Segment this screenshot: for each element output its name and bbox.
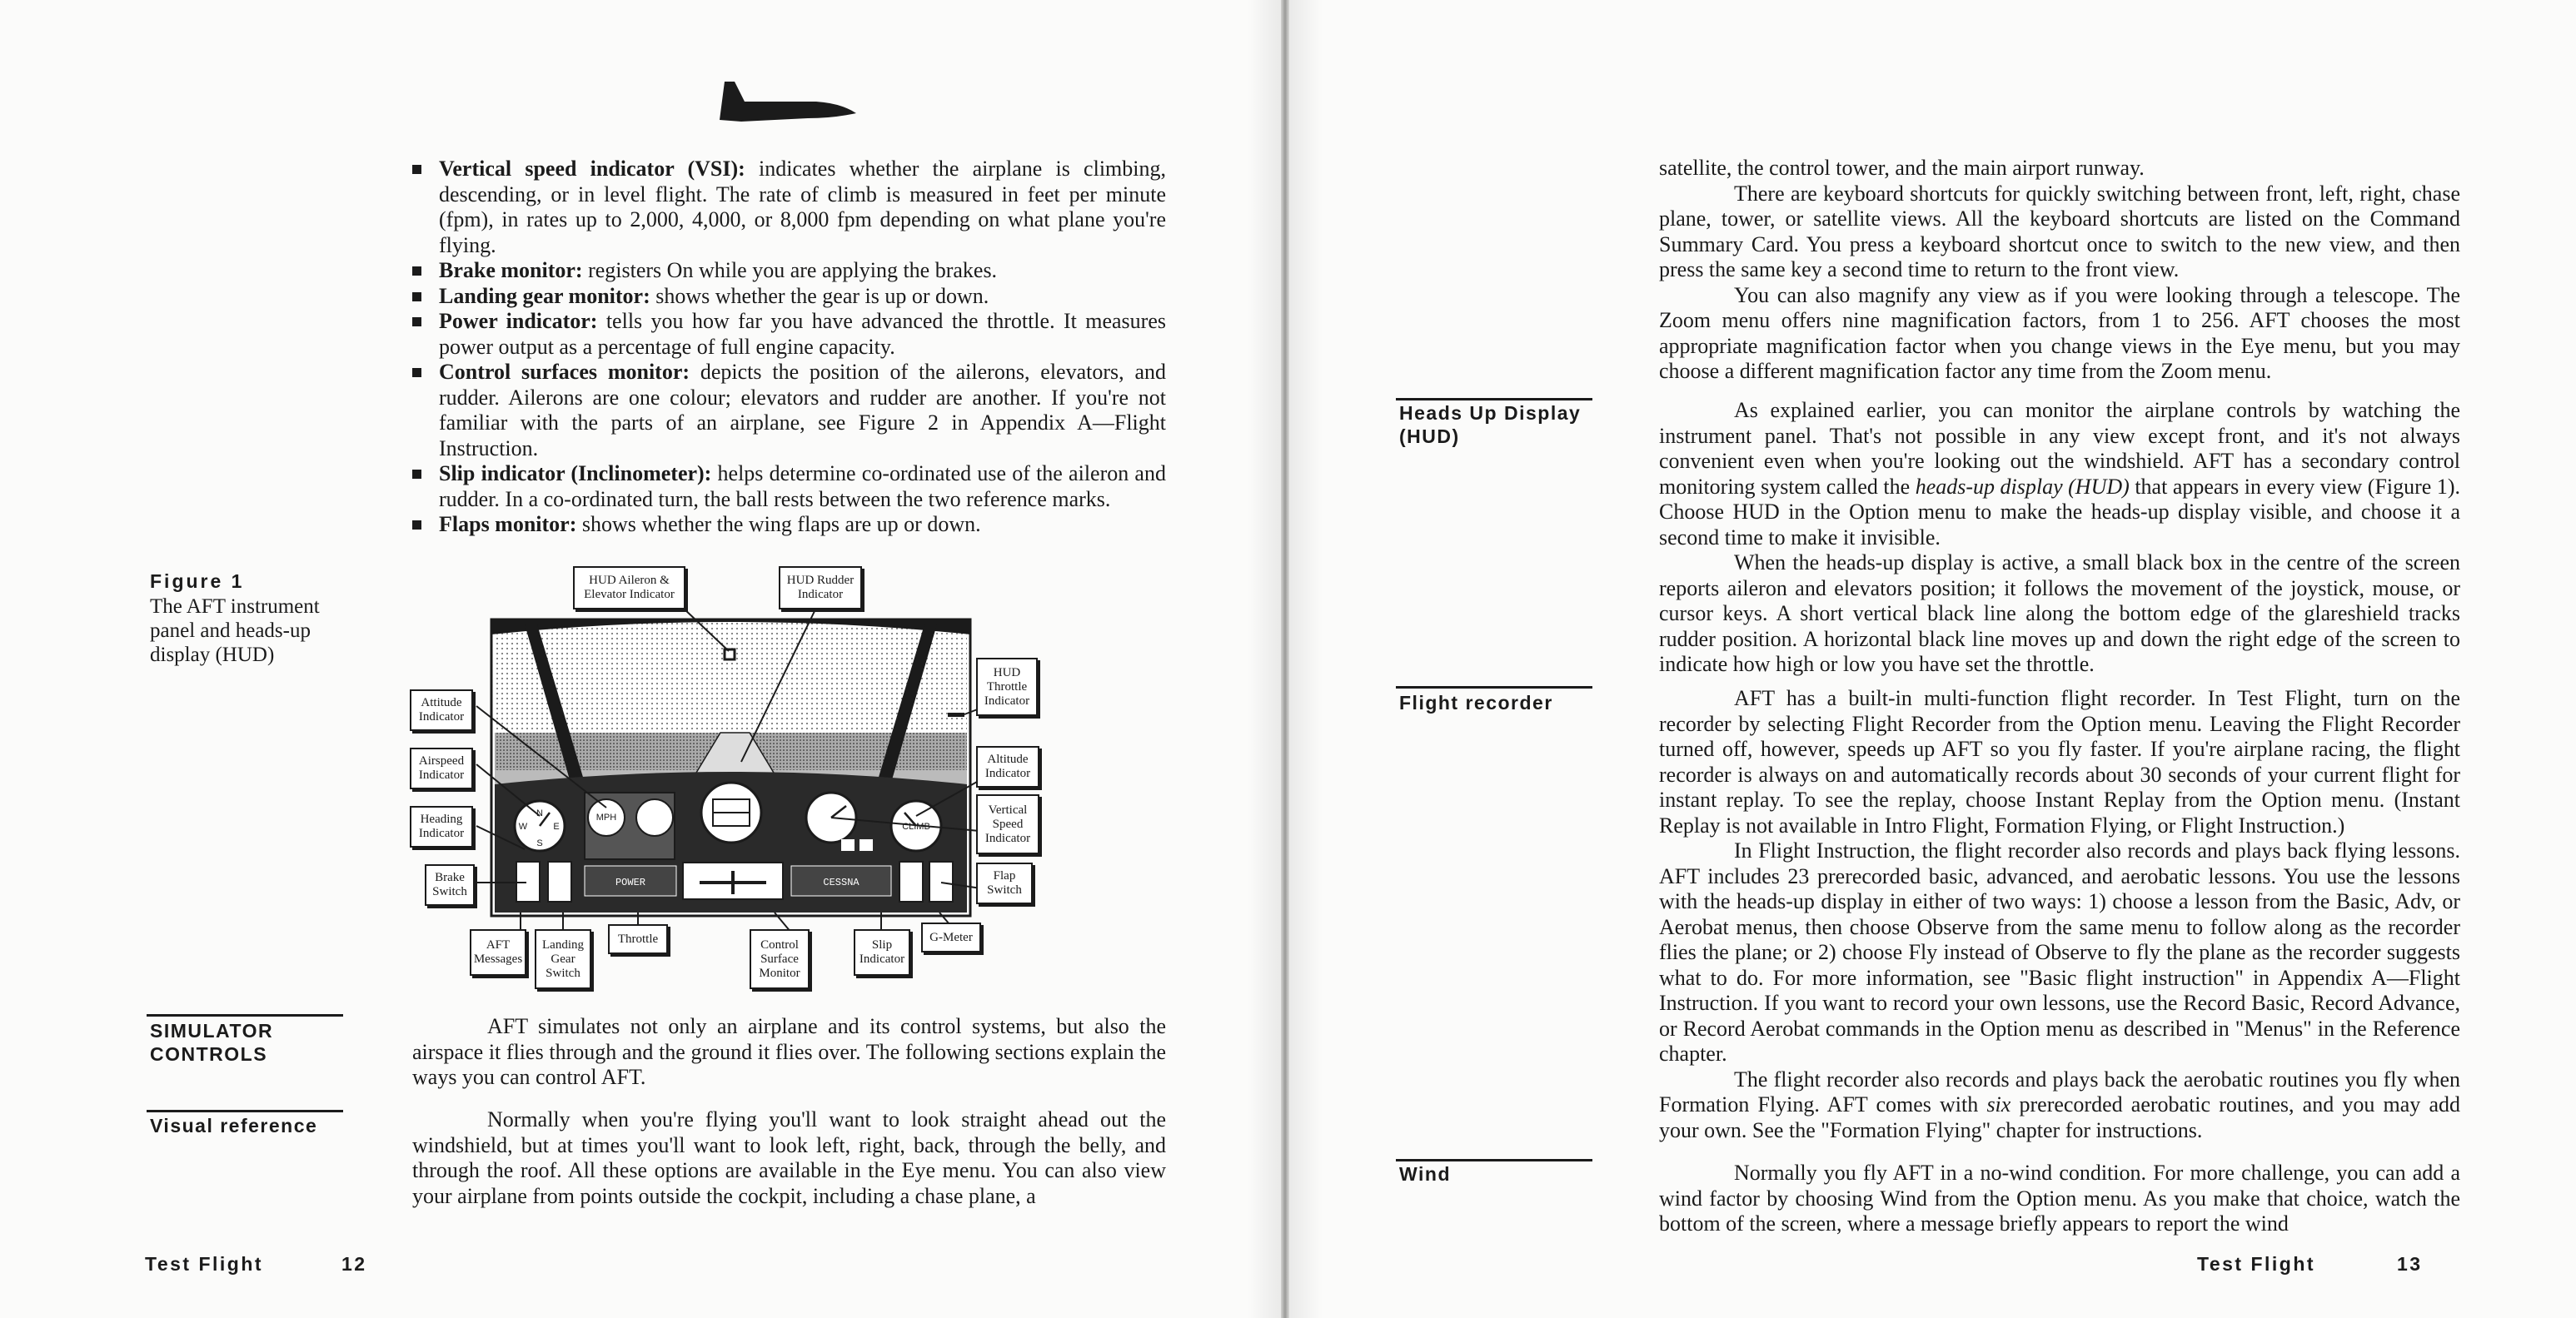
gutter-shadow	[1289, 0, 1323, 1318]
bullet-text: helps determine co-ordinated use of the aileron and rudder. In a co-ordinated turn, the ball rests between the two reference marks.	[439, 461, 1166, 511]
page-number: 13	[2397, 1253, 2423, 1275]
gauge-label-n: N	[536, 808, 543, 818]
views-section	[1659, 156, 2460, 385]
visual-reference-paragraph	[412, 1107, 1166, 1209]
section-rule	[1396, 398, 1592, 400]
bullet-term: Power indicator:	[439, 309, 598, 333]
list-item	[412, 360, 1166, 461]
hud-section	[1659, 398, 2460, 678]
paragraph: AFT has a built-in multi-function flight recorder. In Test Flight, turn on the recorder by selecting Flight Recorder from the Option menu. Leaving the Flight Recorder turned off, however, speeds up AFT so you fly faster. If you're airplane racing, the flight recorder is always on and automatically records about 30 seconds of your current flight for instant replay. To see the replay, choose Instant Replay from the Option menu. (Instant Replay is not available in Intro Flight, Formation Flying, or Flight Instruction.)	[1659, 686, 2460, 838]
bullet-term: Control surfaces monitor:	[439, 360, 690, 384]
bullet-text: registers On while you are applying the brakes.	[582, 258, 998, 282]
heading-flight-recorder: Flight recorder	[1399, 692, 1553, 714]
bullet-text: shows whether the gear is up or down.	[650, 283, 989, 308]
callout-airspeed: Airspeed Indicator	[410, 748, 473, 789]
subsection-rule	[147, 1110, 343, 1112]
callout-slip-indicator: Slip Indicator	[854, 929, 910, 976]
flight-recorder-section	[1659, 686, 2460, 1143]
callout-control-surface: Control Surface Monitor	[750, 929, 810, 989]
figure-caption-title: Figure 1	[150, 570, 245, 592]
callout-heading: Heading Indicator	[410, 806, 473, 848]
bullet-term: Landing gear monitor:	[439, 283, 650, 308]
left-page	[0, 0, 1281, 1318]
right-page	[1289, 0, 2576, 1318]
callout-attitude: Attitude Indicator	[410, 689, 473, 731]
callout-g-meter: G-Meter	[921, 923, 981, 952]
subheading-visual-reference: Visual reference	[150, 1115, 318, 1136]
paragraph: In Flight Instruction, the flight recorder also records and plays back flying lessons. AFT includes 23 prerecorded basic, advanced, and aerobatic lessons. You use the lessons with the heads-up display in either of two ways: 1) choose a lesson from the Basic, Adv, or Aerobat menus, then choose Observe from the same menu to follow along as the recorder flies the plane; or 2) choose Fly instead of Observe to fly the plane as the recorder suggests what to do. For more information, see "Basic flight instruction" in Appendix A—Flight Instruction. If you want to record your own lessons, use the Record Basic, Record Advance, or Record Aerobat commands in the Option menu as described in "Menus" in the Reference chapter.	[1659, 838, 2460, 1066]
aircraft-name-readout: CESSNA	[823, 877, 859, 888]
paragraph: satellite, the control tower, and the main airport runway.	[1659, 156, 2145, 180]
callout-hud-aileron-elevator: HUD Aileron & Elevator Indicator	[573, 566, 685, 609]
paragraph: You can also magnify any view as if you were looking through a telescope. The Zoom menu offers nine magnification factors, from 1 to 256. AFT chooses the most appropriate magnification factor when you change views in the Eye menu, but you may choose a different magnification factor any time from the Zoom menu.	[1659, 282, 2460, 383]
callout-vertical-speed: Vertical Speed Indicator	[976, 794, 1039, 854]
bullet-term: Vertical speed indicator (VSI):	[439, 157, 745, 181]
bullet-text: tells you how far you have advanced the throttle. It measures power output as a percentage of full engine capacity.	[439, 309, 1166, 359]
simulator-paragraph	[412, 1014, 1166, 1091]
gauge-label-w: W	[518, 822, 528, 832]
paragraph: There are keyboard shortcuts for quickly switching between front, left, right, chase plane, tower, or satellite views. All the keyboard shortcuts are listed on the Command Summary Card. You press a keyboard shortcut once to switch to the new view, and then press the same key a second time to return to the front view.	[1659, 181, 2460, 281]
bullet-text: shows whether the wing flaps are up or down.	[576, 512, 981, 536]
paragraph: Normally you fly AFT in a no-wind condition. For more challenge, you can add a wind factor by choosing Wind from the Option menu. As you make that choice, watch the bottom of the screen, where a message briefly appears to report the wind	[1659, 1161, 2460, 1236]
bullet-text: depicts the position of the ailerons, elevators, and rudder. Ailerons are one colour; elevators and rudder are another. If you're not familiar with the parts of an airplane, see Figure 2 in Appendix A—Flight Instruction.	[439, 360, 1166, 460]
book-spine	[1281, 0, 1289, 1318]
gauge-label-mph: MPH	[595, 813, 617, 823]
bullet-text: indicates whether the airplane is climbing, descending, or in level flight. The rate of climb is measured in feet per minute (fpm), in rates up to 2,000, 4,000, or 8,000 fpm depending on what plane you're flying.	[439, 157, 1166, 257]
heading-wind: Wind	[1399, 1163, 1451, 1185]
callout-landing-gear: Landing Gear Switch	[535, 929, 591, 989]
figure-caption-text: The AFT instrument panel and heads-up display (HUD)	[150, 595, 320, 666]
footer-title: Test Flight	[145, 1253, 264, 1275]
callout-altitude: Altitude Indicator	[976, 746, 1039, 788]
section-rule	[1396, 686, 1592, 689]
section-rule	[147, 1014, 343, 1017]
paragraph: When the heads-up display is active, a small black box in the centre of the screen reports aileron and elevators position; it follows the movement of the joystick, mouse, or cursor keys. A short vertical black line along the bottom edge of the glareshield tracks rudder position. A horizontal black line moves up and down the right edge of the screen to indicate how high or low you have set the throttle.	[1659, 550, 2460, 676]
paragraph: The flight recorder also records and plays back the aerobatic routines you fly when Formation Flying. AFT comes with six prerecorded aerobatic routines, and you may add your own. See the "Formation Flying" chapter for instructions.	[1659, 1067, 2460, 1142]
footer-title: Test Flight	[2197, 1253, 2316, 1275]
bullet-term: Slip indicator (Inclinometer):	[439, 461, 712, 485]
list-item	[412, 258, 1166, 284]
callout-aft-messages: AFT Messages	[470, 929, 526, 976]
section-rule	[1396, 1159, 1592, 1161]
paragraph: Normally when you're flying you'll want to look straight ahead out the windshield, but at times you'll want to look left, right, back, through the belly, and through the roof. All these options are available in the Eye menu. You can also view your airplane from points outside the cockpit, including a chase plane, a	[412, 1107, 1166, 1208]
callout-hud-rudder: HUD Rudder Indicator	[779, 566, 862, 609]
instrument-bullet-list	[412, 157, 1166, 538]
callout-hud-throttle: HUD Throttle Indicator	[976, 658, 1038, 716]
list-item	[412, 284, 1166, 310]
paragraph: AFT simulates not only an airplane and its control systems, but also the airspace it flies through and the ground it flies over. The following sections explain the ways you can control AFT.	[412, 1014, 1166, 1089]
jet-silhouette-icon	[716, 77, 858, 127]
list-item	[412, 157, 1166, 258]
callout-flap-switch: Flap Switch	[976, 863, 1033, 904]
gauge-label-s: S	[536, 838, 543, 848]
gauge-label-e: E	[553, 822, 560, 832]
list-item	[412, 512, 1166, 538]
section-heading-simulator-controls: SIMULATOR CONTROLS	[150, 1020, 274, 1065]
callout-brake-switch: Brake Switch	[425, 864, 475, 906]
callout-throttle: Throttle	[608, 924, 668, 954]
list-item	[412, 461, 1166, 512]
power-readout: POWER	[615, 877, 646, 888]
instrument-panel-figure	[400, 566, 1033, 999]
page-number: 12	[341, 1253, 367, 1275]
bullet-term: Flaps monitor:	[439, 512, 577, 536]
heading-heads-up-display: Heads Up Display (HUD)	[1399, 402, 1582, 447]
gauge-label-climb: CLIMB	[902, 822, 930, 832]
wind-section	[1659, 1161, 2460, 1237]
gutter-shadow	[1248, 0, 1281, 1318]
paragraph: As explained earlier, you can monitor the airplane controls by watching the instrument panel. That's not possible in any view except front, and it's not always convenient even when you're looking out the windshield. AFT has a secondary control monitoring system called the heads-up display (HUD) that appears in every view (Figure 1). Choose HUD in the Option menu to make the heads-up display visible, and choose it a second time to make it invisible.	[1659, 398, 2460, 550]
bullet-term: Brake monitor:	[439, 258, 583, 282]
list-item	[412, 309, 1166, 360]
